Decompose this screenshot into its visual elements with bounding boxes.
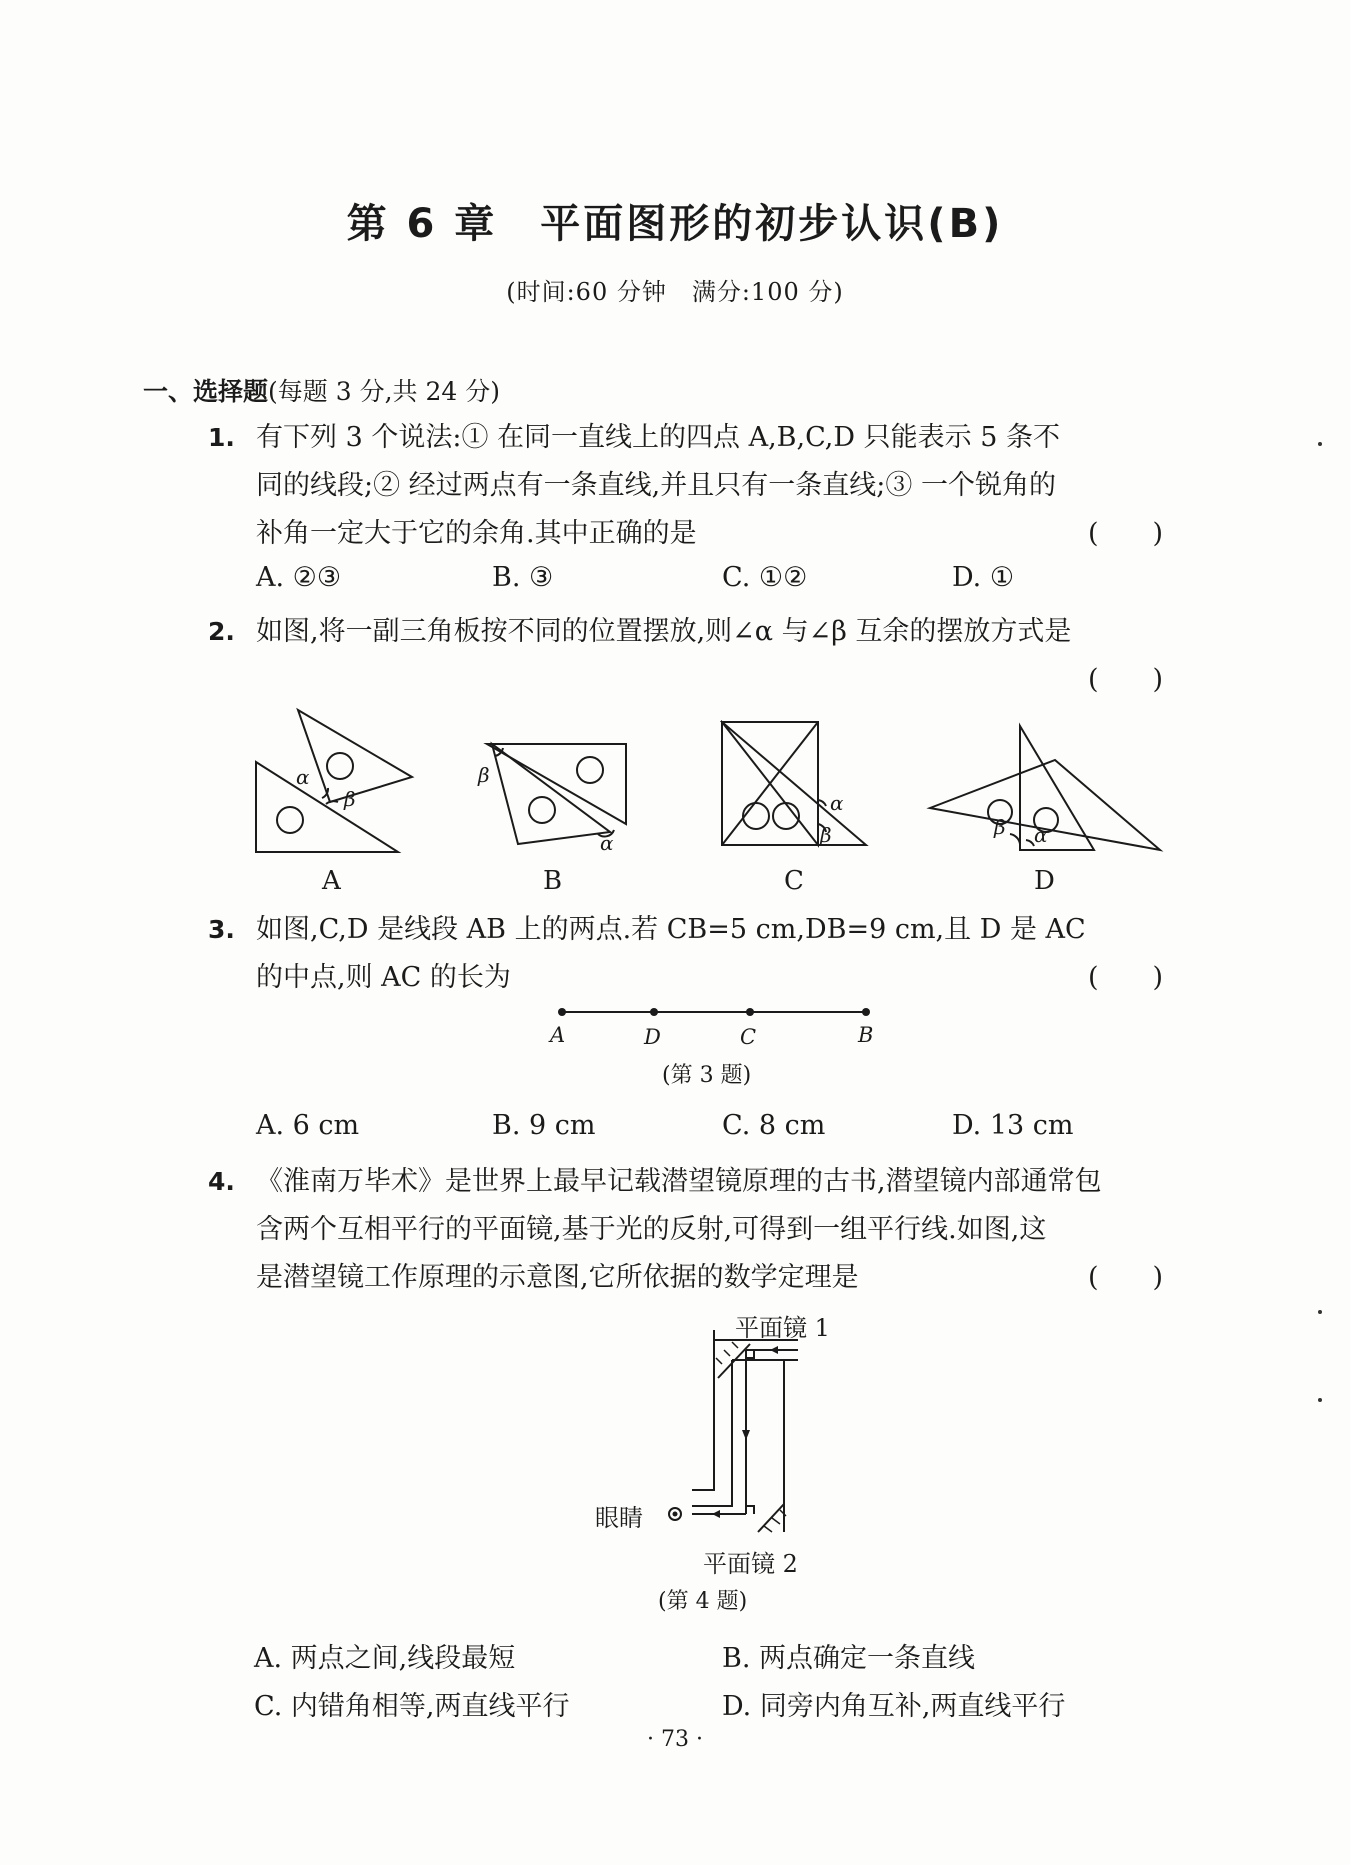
segment-figure: [540, 1000, 880, 1050]
question-number: 2.: [208, 617, 235, 646]
figure-label-a: A: [322, 866, 341, 896]
question-text-line: 如图,C,D 是线段 AB 上的两点.若 CB=5 cm,DB=9 cm,且 D 是 AC: [256, 914, 1086, 945]
section-note: (每题 3 分,共 24 分): [268, 377, 500, 406]
question-text-line: 如图,将一副三角板按不同的位置摆放,则∠α 与∠β 互余的摆放方式是: [256, 616, 1072, 647]
time-score-note: (时间:60 分钟 满分:100 分): [506, 278, 844, 306]
option-b: B. 9 cm: [492, 1110, 596, 1141]
margin-mark: [1318, 442, 1322, 446]
question-text-line: 是潜望镜工作原理的示意图,它所依据的数学定理是: [256, 1262, 859, 1293]
margin-mark: [1318, 1398, 1322, 1402]
section-title: 一、选择题: [143, 377, 269, 406]
chapter-title: 第 6 章 平面图形的初步认识(B): [346, 201, 1004, 247]
triangle-figures: [0, 700, 1350, 870]
question-number: 3.: [208, 915, 235, 944]
figure-caption: (第 3 题): [662, 1063, 752, 1088]
question-text-line: 的中点,则 AC 的长为: [256, 962, 511, 993]
option-c: C. ①②: [722, 562, 808, 593]
answer-bracket: ( ): [1088, 518, 1164, 549]
alpha-label: α: [830, 791, 844, 815]
question-2: [208, 608, 1188, 708]
alpha-label: α: [296, 765, 310, 789]
beta-label: β: [478, 763, 490, 787]
option-d: D. 同旁内角互补,两直线平行: [722, 1691, 1066, 1722]
question-number: 1.: [208, 423, 235, 452]
question-text-line: 有下列 3 个说法:① 在同一直线上的四点 A,B,C,D 只能表示 5 条不: [256, 422, 1060, 453]
figure-label-d: D: [1034, 866, 1055, 896]
option-d: D. 13 cm: [952, 1110, 1074, 1141]
option-b: B. ③: [492, 562, 554, 593]
beta-label: β: [820, 823, 832, 847]
answer-bracket: ( ): [1088, 1262, 1164, 1293]
option-a: A. 两点之间,线段最短: [254, 1643, 516, 1674]
figure-label-b: B: [543, 866, 563, 896]
question-text-line: 含两个互相平行的平面镜,基于光的反射,可得到一组平行线.如图,这: [256, 1214, 1047, 1245]
option-d: D. ①: [952, 562, 1015, 593]
question-1: [208, 414, 1188, 624]
point-c-label: C: [740, 1025, 757, 1049]
option-a: A. 6 cm: [256, 1110, 360, 1141]
margin-mark: [1318, 1310, 1322, 1314]
answer-bracket: ( ): [1088, 664, 1164, 695]
section-heading: [143, 372, 500, 408]
question-3: [208, 906, 1188, 1006]
question-4: [208, 1158, 1188, 1308]
figure-caption: (第 4 题): [658, 1589, 748, 1614]
point-d-label: D: [644, 1025, 661, 1049]
point-b-label: B: [858, 1023, 874, 1047]
option-c: C. 内错角相等,两直线平行: [254, 1691, 570, 1722]
answer-bracket: ( ): [1088, 962, 1164, 993]
alpha-label: α: [600, 831, 614, 855]
alpha-label: α: [1034, 823, 1048, 847]
question-text-line: 补角一定大于它的余角.其中正确的是: [256, 518, 697, 549]
question-text-line: 《淮南万毕术》是世界上最早记载潜望镜原理的古书,潜望镜内部通常包: [256, 1166, 1102, 1197]
page-number: · 73 ·: [647, 1727, 703, 1752]
eye-label: 眼睛: [595, 1504, 643, 1532]
figure-label-c: C: [784, 866, 804, 896]
figure-a: [256, 710, 412, 852]
question-number: 4.: [208, 1167, 235, 1196]
beta-label: β: [344, 787, 356, 811]
option-c: C. 8 cm: [722, 1110, 826, 1141]
figure-c: [722, 722, 866, 845]
mirror-2-label: 平面镜 2: [703, 1550, 798, 1578]
option-a: A. ②③: [256, 562, 342, 593]
figure-b: [487, 744, 626, 844]
question-text-line: 同的线段;② 经过两点有一条直线,并且只有一条直线;③ 一个锐角的: [256, 470, 1056, 501]
mirror-1-label: 平面镜 1: [735, 1314, 830, 1342]
point-a-label: A: [550, 1023, 566, 1047]
beta-label: β: [994, 815, 1006, 839]
option-b: B. 两点确定一条直线: [722, 1643, 976, 1674]
